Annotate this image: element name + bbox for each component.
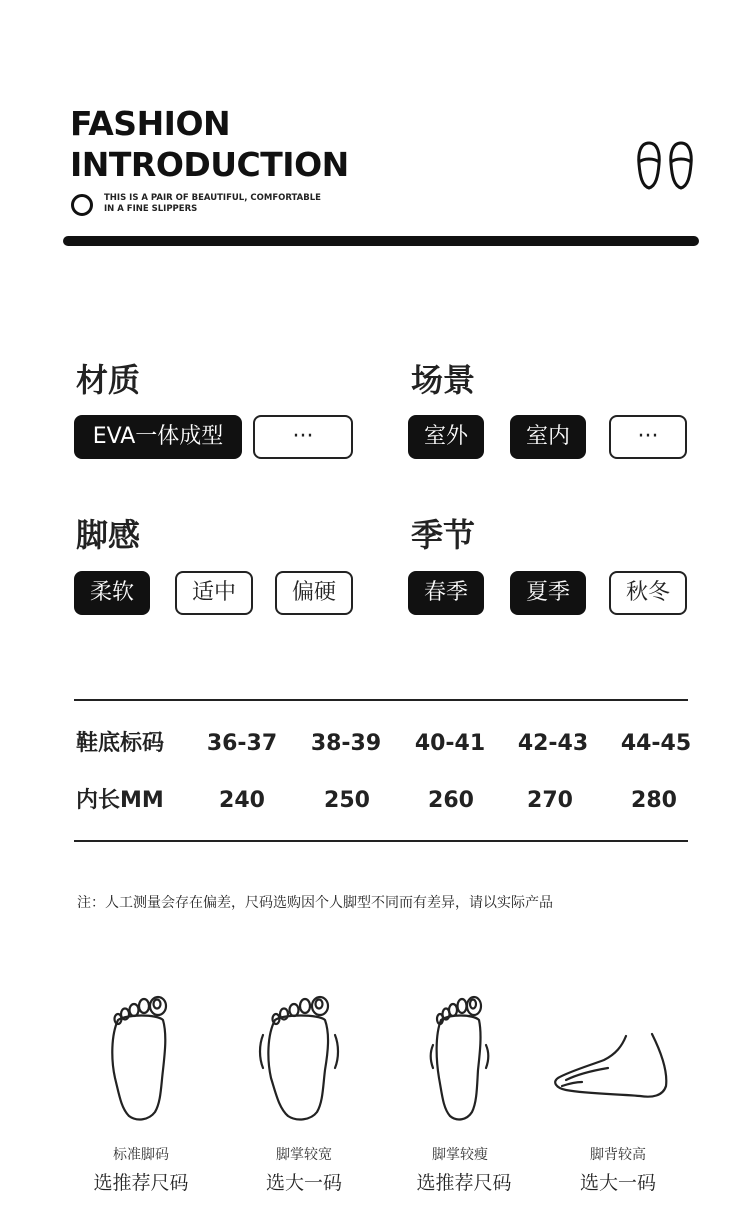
- header-divider: [63, 236, 699, 246]
- foot-advice-label: 选推荐尺码: [416, 1172, 512, 1194]
- size-code-cell: 44-45: [620, 731, 692, 756]
- material-tag-more: ···: [253, 415, 353, 459]
- feel-tag-hard: 偏硬: [275, 571, 353, 615]
- scene-tag-more: ···: [609, 415, 687, 459]
- measurement-note: 注：人工测量会存在偏差，尺码选购因个人脚型不同而有差异，请以实际产品: [77, 895, 553, 911]
- foot-type-label: 脚掌较宽: [276, 1147, 332, 1163]
- scene-heading: 场景: [411, 361, 476, 399]
- size-code-cell: 36-37: [206, 731, 278, 756]
- material-tag-eva: EVA一体成型: [74, 415, 242, 459]
- inner-length-cell: 250: [324, 788, 370, 813]
- subtitle-line-2: IN A FINE SLIPPERS: [104, 204, 198, 214]
- season-tag-spring: 春季: [408, 571, 484, 615]
- feel-tag-soft: 柔软: [74, 571, 150, 615]
- foot-advice-label: 选大一码: [579, 1172, 656, 1194]
- standard-foot-icon: [73, 990, 203, 1130]
- feel-heading: 脚感: [76, 516, 141, 554]
- scene-tag-outdoor: 室外: [408, 415, 484, 459]
- table-top-rule: [74, 699, 688, 701]
- inner-length-cell: 260: [428, 788, 474, 813]
- inner-length-cell: 240: [219, 788, 265, 813]
- wide-foot-icon: [233, 990, 363, 1130]
- subtitle: [104, 193, 321, 215]
- foot-type-label: 标准脚码: [113, 1147, 169, 1163]
- size-code-cell: 40-41: [414, 731, 486, 756]
- size-code-label: 鞋底标码: [76, 731, 165, 756]
- inner-length-cell: 270: [527, 788, 573, 813]
- scene-tag-indoor: 室内: [510, 415, 586, 459]
- title-line-1: FASHION: [70, 104, 231, 143]
- slippers-icon: [634, 140, 696, 192]
- narrow-foot-icon: [393, 990, 523, 1130]
- inner-length-cell: 280: [631, 788, 677, 813]
- inner-length-label: 内长MM: [76, 788, 164, 813]
- high-instep-foot-icon: [548, 990, 678, 1130]
- material-heading: 材质: [76, 361, 141, 399]
- season-tag-autumn-winter: 秋冬: [609, 571, 687, 615]
- size-code-cell: 38-39: [310, 731, 382, 756]
- foot-advice-label: 选大一码: [265, 1172, 342, 1194]
- foot-type-label: 脚掌较瘦: [432, 1147, 488, 1163]
- circle-icon: [71, 194, 93, 216]
- foot-type-label: 脚背较高: [590, 1147, 646, 1163]
- feel-tag-medium: 适中: [175, 571, 253, 615]
- size-code-cell: 42-43: [517, 731, 589, 756]
- season-tag-summer: 夏季: [510, 571, 586, 615]
- subtitle-line-1: THIS IS A PAIR OF BEAUTIFUL, COMFORTABLE: [104, 193, 321, 203]
- season-heading: 季节: [411, 516, 476, 554]
- foot-advice-label: 选推荐尺码: [93, 1172, 189, 1194]
- table-bottom-rule: [74, 840, 688, 842]
- title-line-2: INTRODUCTION: [70, 145, 349, 184]
